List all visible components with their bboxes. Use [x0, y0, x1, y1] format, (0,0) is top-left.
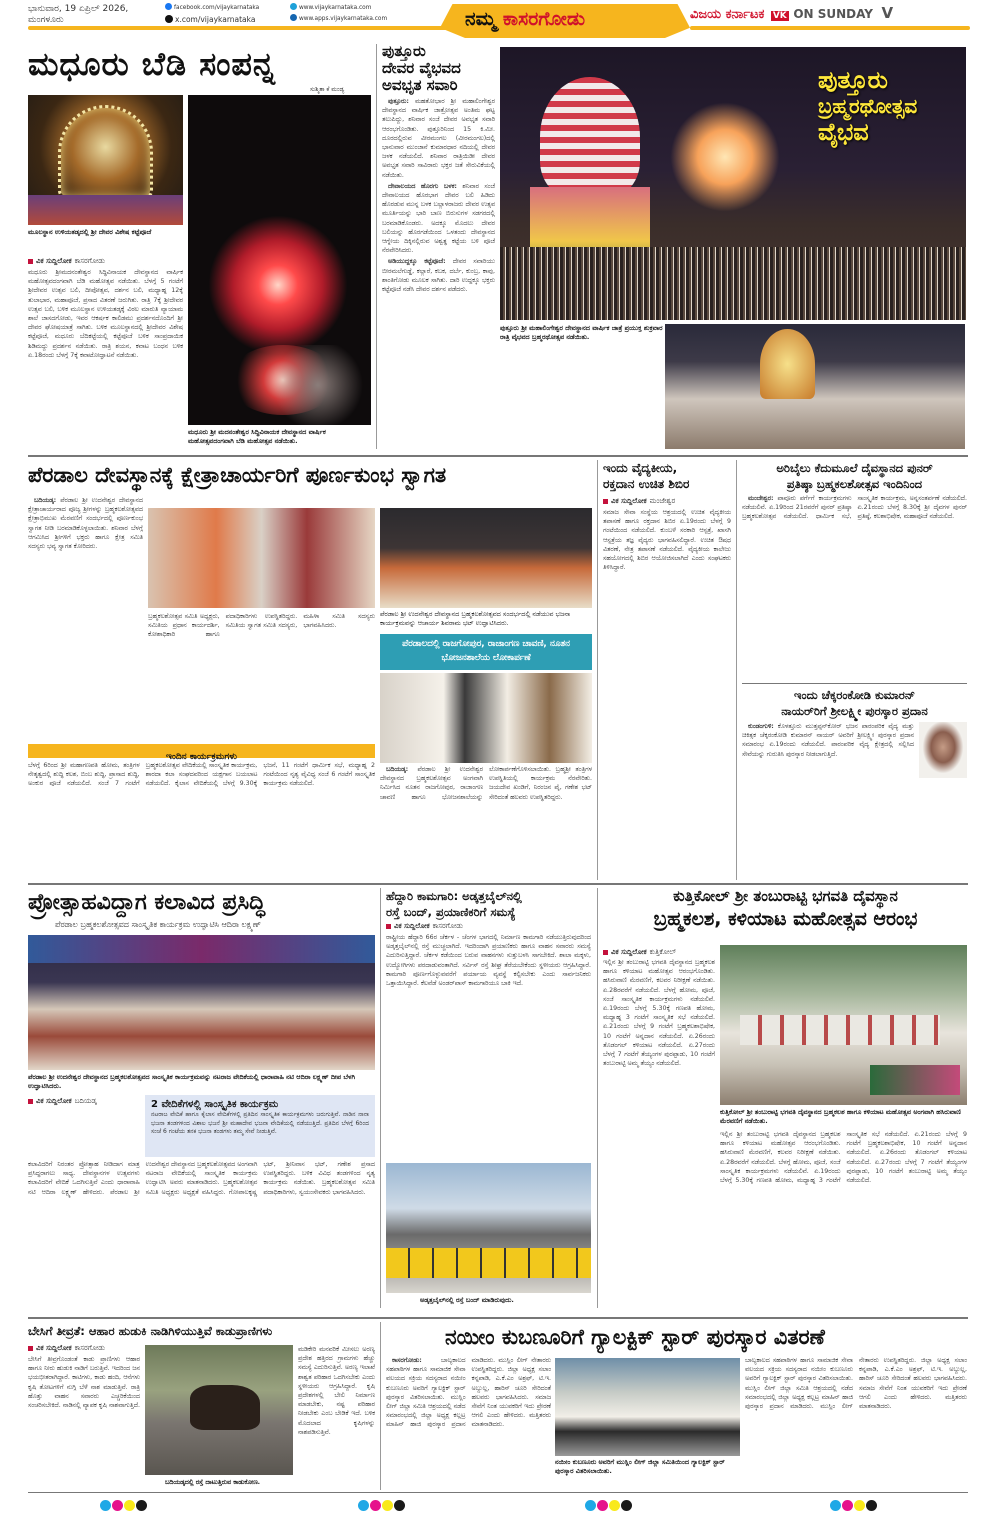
magenta-dot [112, 1500, 123, 1511]
byline-marker-icon [28, 259, 33, 264]
infobox-title: 2 ವೇದಿಕೆಗಳಲ್ಲಿ ಸಾಂಸ್ಕೃತಿಕ ಕಾರ್ಯಕ್ರಮ [151, 1099, 279, 1110]
story9-photo [386, 1163, 591, 1293]
story10-body-cont: ಇಲ್ಲಿನ ಶ್ರೀ ತಂಬುರಾಟ್ಟಿ ಭಗವತಿ ದೈವಸ್ಥಾನದ ಬ್ರಹ್ಮಕಲಶ ಹಾಗೂ ಕಳಿಯಾಟ ಮಹೋತ್ಸವ ಆರಂಭಗೊಂಡಿತು. ಹಸಿರುವಾಣಿ ಮೆರವಣಿಗೆ, ಕಲವರ ನಿರೀಕ್ಷಣೆ ನಡೆಯಿತು. ಏ.28ರವರೆಗೆ ನಡೆಯಲಿದೆ. ಬೆಳಗ್ಗೆ ಹೋಮ, ಪೂಜೆ, ಸಂಜೆ ಸಾಂಸ್ಕೃತಿಕ ಕಾರ್ಯಕ್ರಮಗಳು ನಡೆಯಲಿವೆ. ಏ.19ರಂದು ಬೆಳಗ್ಗೆ 5.30ಕ್ಕೆ ಗಣಪತಿ ಹೋಮ, ಮಧ್ಯಾಹ್ನ 3 ಗಂಟೆಗೆ ಸಾಂಸ್ಕೃತಿಕ ಸಭೆ ನಡೆಯಲಿದೆ. ಏ.21ರಂದು ಬೆಳಗ್ಗೆ 9 ಗಂಟೆಗೆ ಬ್ರಹ್ಮಕಲಶಾಭಿಷೇಕ, 10 ಗಂಟೆಗೆ ಅನ್ನದಾನ ನಡೆಯಲಿದೆ. ಏ.26ರಂದು ತೊಡಂಗಲ್ ಕಳಿಯಾಟ ನಡೆಯಲಿದೆ. ಏ.27ರಂದು ಬೆಳಗ್ಗೆ 7 ಗಂಟೆಗೆ ತೆಯ್ಯಂಗಳ ಪುರಪ್ಪಾಡು, 10 ಗಂಟೆಗೆ ತಂಬುರಾಟ್ಟಿ ಅಮ್ಮ ತೆಯ್ಯಂ ನಡೆಯಲಿದೆ. [720, 1131, 967, 1185]
story11-photo-caption: ಬದಿಯಡ್ಕದಲ್ಲಿ ರಸ್ತೆ ದಾಟುತ್ತಿರುವ ಕಾಡುಕೋಣ. [165, 1479, 261, 1486]
section-title [465, 8, 585, 30]
feature-photo-procession [665, 324, 965, 449]
story4-photo [380, 673, 592, 763]
page-letter: V [881, 4, 894, 22]
story11-body2: ಮಡಿಕೇರಿ ಮನವರಿಕೆ ಮೀಸಲು ಅರಣ್ಯ ಪ್ರದೇಶ ಹತ್ತಿರದ ಗ್ರಾಮಗಳು ಹೆಚ್ಚು ಸಮಸ್ಯೆ ಎದುರಿಸುತ್ತಿವೆ. ಅರಣ್ಯ ಇಲಾಖೆ ಶಾಶ್ವತ ಪರಿಹಾರ ಒದಗಿಸಬೇಕು ಎಂದು ಸ್ಥಳೀಯರು ಆಗ್ರಹಿಸಿದ್ದಾರೆ. ಕೃಷಿ ಪ್ರದೇಶಗಳಲ್ಲಿ ಬೇಲಿ ನಿರ್ಮಾಣ ಮಾಡಬೇಕು, ನಷ್ಟ ಪರಿಹಾರ ನೀಡಬೇಕು ಎಂಬ ಬೇಡಿಕೆ ಇದೆ. ಬಳಿಕ ಮೊದಲಾದ ಕೃಷಿಗಳನ್ನು ನಾಶಪಡಿಸುತ್ತಿವೆ. [298, 1346, 375, 1436]
smoke [268, 345, 368, 425]
firework-burst [208, 215, 348, 355]
story9-headline: ಹೆದ್ದಾರಿ ಕಾಮಗಾರಿ: ಅಡ್ಕತ್ತಬೈಲ್‌ನಲ್ಲಿ ರಸ್ತೆ ಬಂದ್, ಪ್ರಯಾಣಿಕರಿಗೆ ಸಮಸ್ಯೆ [386, 889, 522, 919]
story9-byline: ವಿಕ ಸುದ್ದಿಲೋಕ ಕಾಸರಗೋಡು [386, 922, 463, 931]
story11-byline: ವಿಕ ಸುದ್ದಿಲೋಕ ಕಾಸರಗೋಡು [28, 1344, 105, 1353]
feature-photo-chariot [500, 47, 966, 320]
facebook-link[interactable]: facebook.com/vijaykarnataka [165, 3, 285, 14]
story3-photo-caption: ಪೆರಡಾಲ ಶ್ರೀ ಉದನೇಶ್ವರ ದೇವಸ್ಥಾನದ ಬ್ರಹ್ಮಕಲಶೋತ್ಸವದ ಸಂದರ್ಭದಲ್ಲಿ ನಡೆಯುವ ಭಜನಾ ಕಾರ್ಯಕ್ರಮವನ್ನು ಆಚಾರ್ಯ ಶಿವರಾಮ ಭಟ್ ಉದ್ಘಾಟಿಸಿದರು. [380, 610, 571, 627]
yellow-dot [854, 1500, 865, 1511]
story1-body: ಮಧೂರು ಶ್ರೀಮದನಂತೇಶ್ವರ ಸಿದ್ಧಿವಿನಾಯಕ ದೇವಸ್ಥಾನದ ವಾರ್ಷಿಕ ಮಹೋತ್ಸವದಂಗವಾಗಿ ಬೆಡಿ ಮಹೋತ್ಸವ ನಡೆಯಿತು. ಬೆಳಗ್ಗೆ 5 ಗಂಟೆಗೆ ಶ್ರೀದೇವರ ಉತ್ಸವ ಬಲಿ, ದೀಪೋತ್ಸವ, ದರ್ಶನ ಬಲಿ, ಮಧ್ಯಾಹ್ನ 12ಕ್ಕೆ ತುಲಾಭಾರ, ಮಹಾಪೂಜೆ, ಪ್ರಸಾದ ವಿತರಣೆ ಜರುಗಿತು. ರಾತ್ರಿ 7ಕ್ಕೆ ಶ್ರೀದೇವರ ಉತ್ಸವ ಬಲಿ, ಬಳಿಕ ಮೂಲಸ್ಥಾನ ಉಳಿಯತಡ್ಕಕ್ಕೆ ವಿಠಲ ಮಾರುತಿ ವ್ಯಾಯಾಮ ಶಾಲೆ ಜಾಸದಗೋಡು, ಇವರ ಆಕರ್ಷಕ ಕಾಲಿಡಮು ಪ್ರದರ್ಶನದೊಂದಿಗೆ ಶ್ರೀ ದೇವರ ಘೋಷಯಾತ್ರೆ ಸಾಗಿತು. ಬಳಿಕ ಮೂಲಸ್ಥಾನದಲ್ಲಿ ಶ್ರೀದೇವರ ವಿಶೇಷ ಕಟ್ಟೆಪೂಜೆ, ಮಧೂರು ಬೆದಿಕಟ್ಟೆಯಲ್ಲಿ ಕಟ್ಟೆಪೂಜೆ ಬಳಿಕ ಸಾಂಪ್ರದಾಯಿಕ ಶಿಡಿಮದ್ದು ಪ್ರದರ್ಶನ ನಡೆಯಿತು. ರಾತ್ರಿ ಶಯನ, ಕವಾಟ ಬಂಧನ ಬಳಿಕ ಏ.18ರಂದು ಬೆಳಗ್ಗೆ 7ಕ್ಕೆ ಕವಾಟೋದ್ಘಾಟನೆ ನಡೆಯಿತು. [28, 269, 183, 359]
brand-badge: VK [772, 11, 787, 21]
website-link[interactable]: www.vijaykarnataka.com [290, 3, 387, 14]
print-marks-right-center [585, 1496, 633, 1515]
story11-photo [145, 1345, 293, 1475]
story3-photo1 [148, 508, 375, 608]
print-marks-center [358, 1496, 406, 1515]
column-divider [597, 888, 598, 1308]
magenta-dot [370, 1500, 381, 1511]
section-divider [28, 1317, 968, 1319]
byline-marker-icon [603, 950, 608, 955]
story10-headline: ಕುತ್ತಿಕೋಲ್ ಶ್ರೀ ತಂಬುರಾಟ್ಟಿ ಭಗವತಿ ದೈವಸ್ಥಾನ ಬ್ರಹ್ಮಕಲಶ, ಕಳಿಯಾಟ ಮಹೋತ್ಸವ ಆರಂಭ [653, 887, 918, 930]
story12-photo [555, 1358, 740, 1456]
story9-photo-caption: ಅಡ್ಕತ್ತಬೈಲ್‌ನಲ್ಲಿ ರಸ್ತೆ ಬಂದ್ ಮಾಡಿರುವುದು. [420, 1296, 514, 1304]
story12-body: ಕಾಸರಗೋಡು: ಬಾಲ್ಯಕಾಲದ ಸಹಪಾಠಿಗಳ ಹಾಗೂ ಸಾಮಾಜಿಕ ಸೇವಾ ವಲಯದ ಸಕ್ರಿಯ ಸದಸ್ಯರಾದ ನಯೀಂ ಕುಬಣೂರು ಅವರಿಗೆ ಗ್ಯಾಲಕ್ಟಿಕ್ ಸ್ಟಾರ್ ಪುರಸ್ಕಾರ ವಿತರಿಸಲಾಯಿತು. ಮುಸ್ಲಿಂ ಲೀಗ್ ಜಿಲ್ಲಾ ಸಮಿತಿ ಆಶ್ರಯದಲ್ಲಿ ನಡೆದ ಸಮಾರಂಭದಲ್ಲಿ ಜಿಲ್ಲಾ ಅಧ್ಯಕ್ಷ ಕಲ್ಲಟ್ರ ಮಾಹಿನ್ ಹಾಜಿ ಪುರಸ್ಕಾರ ಪ್ರದಾನ ಮಾಡಿದರು. ಮುಸ್ಲಿಂ ಲೀಗ್ ನೇತಾರರು ಉಪಸ್ಥಿತರಿದ್ದರು. ಜಿಲ್ಲಾ ಅಧ್ಯಕ್ಷ ಸಲಾಂ ಕನ್ನಪಾಡಿ, ಎ.ಕೆ.ಎಂ ಅಶ್ರಫ್, ಟಿ.ಇ. ಅಬ್ದುಲ್ಲ, ಹಾರಿಸ್ ಚೂರಿ ಸೇರಿದಂತೆ ಹಲವರು ಭಾಗವಹಿಸಿದರು. ಸಮಾಜ ಸೇವೆಗೆ ನಿಂತ ಯುವಕರಿಗೆ ಇದು ಪ್ರೇರಣೆ ಆಗಲಿ ಎಂದು ಹೇಳಿದರು. ಮತ್ತಿತರರು ಮಾತನಾಡಿದರು. [386, 1357, 551, 1429]
date-line [28, 4, 128, 26]
today-body: ಬೆಳಗ್ಗೆ 6ರಿಂದ ಶ್ರೀ ಮಹಾಗಣಪತಿ ಹೋಮ, ತಂತ್ರಿಗಳ ನೇತೃತ್ವದಲ್ಲಿ ಶುದ್ಧಿ ಕಲಶ, ಬಿಂಬ ಶುದ್ಧಿ, ಪ್ರಾಸಾದ ಶುದ್ಧಿ, ಅಂಕುರ ಪೂಜೆ ನಡೆಯಲಿದೆ. ಸಂಜೆ 7 ಗಂಟೆಗೆ ಬ್ರಹ್ಮಕಲಶೋತ್ಸವ ವೇದಿಕೆಯಲ್ಲಿ ಸಾಂಸ್ಕೃತಿಕ ಕಾರ್ಯಕ್ರಮ, ಶಾರದಾ ಕಲಾ ಸಂಘದವರಿಂದ ಯಕ್ಷಗಾನ ಬಯಲಾಟ ನಡೆಯಲಿದೆ. ಕೈಲಾಸ ವೇದಿಕೆಯಲ್ಲಿ ಬೆಳಗ್ಗೆ 9.30ಕ್ಕೆ ಭಜನೆ, 11 ಗಂಟೆಗೆ ಧಾರ್ಮಿಕ ಸಭೆ, ಮಧ್ಯಾಹ್ನ 2 ಗಂಟೆಯಿಂದ ನೃತ್ಯ ವೈವಿಧ್ಯ ಸಂಜೆ 6 ಗಂಟೆಗೆ ಸಾಂಸ್ಕೃತಿಕ ಕಾರ್ಯಕ್ರಮ ನಡೆಯಲಿದೆ. [28, 762, 375, 788]
section-divider [28, 883, 968, 885]
deity-arch [58, 105, 153, 200]
edition-label: ON SUNDAY [793, 7, 873, 21]
story8-photo-caption: ಪೆರಡಾಲ ಶ್ರೀ ಉದನೇಶ್ವರ ದೇವಸ್ಥಾನದ ಬ್ರಹ್ಮಕಲಶೋತ್ಸವದ ಸಾಂಸ್ಕೃತಿಕ ಕಾರ್ಯಕ್ರಮವನ್ನು ನಟರಾಜ ವೇದಿಕೆಯಲ್ಲಿ ಧಾರಾವಾಹಿ ನಟಿ ಆದಿರಾ ಲಕ್ಷ್ಮಣ್ ದೀಪ ಬೆಳಗಿ ಉದ್ಘಾಟಿಸಿದರು. [28, 1073, 356, 1090]
story12-headline: ನಯೀಂ ಕುಬಣೂರಿಗೆ ಗ್ಯಾಲಕ್ಟಿಕ್ ಸ್ಟಾರ್ ಪುರಸ್ಕಾರ ವಿತರಣೆ [445, 1325, 825, 1349]
chariot-dome [540, 77, 640, 197]
column-divider [597, 460, 598, 880]
x-icon [165, 15, 173, 23]
stage-banner [28, 935, 375, 963]
column-divider [736, 460, 737, 880]
road-barrier [386, 1248, 591, 1278]
black-dot [621, 1500, 632, 1511]
byline-marker-icon [603, 499, 608, 504]
story11-headline: ಬೇಸಿಗೆ ತೀವ್ರತೆ: ಆಹಾರ ಹುಡುಕಿ ನಾಡಿಗಿಳಿಯುತ್ತಿವೆ ಕಾಡುಪ್ರಾಣಿಗಳು [28, 1324, 273, 1338]
story12-body-cont: ಬಾಲ್ಯಕಾಲದ ಸಹಪಾಠಿಗಳ ಹಾಗೂ ಸಾಮಾಜಿಕ ಸೇವಾ ವಲಯದ ಸಕ್ರಿಯ ಸದಸ್ಯರಾದ ನಯೀಂ ಕುಬಣೂರು ಅವರಿಗೆ ಗ್ಯಾಲಕ್ಟಿಕ್ ಸ್ಟಾರ್ ಪುರಸ್ಕಾರ ವಿತರಿಸಲಾಯಿತು. ಮುಸ್ಲಿಂ ಲೀಗ್ ಜಿಲ್ಲಾ ಸಮಿತಿ ಆಶ್ರಯದಲ್ಲಿ ನಡೆದ ಸಮಾರಂಭದಲ್ಲಿ ಜಿಲ್ಲಾ ಅಧ್ಯಕ್ಷ ಕಲ್ಲಟ್ರ ಮಾಹಿನ್ ಹಾಜಿ ಪುರಸ್ಕಾರ ಪ್ರದಾನ ಮಾಡಿದರು. ಮುಸ್ಲಿಂ ಲೀಗ್ ನೇತಾರರು ಉಪಸ್ಥಿತರಿದ್ದರು. ಜಿಲ್ಲಾ ಅಧ್ಯಕ್ಷ ಸಲಾಂ ಕನ್ನಪಾಡಿ, ಎ.ಕೆ.ಎಂ ಅಶ್ರಫ್, ಟಿ.ಇ. ಅಬ್ದುಲ್ಲ, ಹಾರಿಸ್ ಚೂರಿ ಸೇರಿದಂತೆ ಹಲವರು ಭಾಗವಹಿಸಿದರು. ಸಮಾಜ ಸೇವೆಗೆ ನಿಂತ ಯುವಕರಿಗೆ ಇದು ಪ್ರೇರಣೆ ಆಗಲಿ ಎಂದು ಹೇಳಿದರು. ಮತ್ತಿತರರು ಮಾತನಾಡಿದರು. [745, 1357, 967, 1411]
story9-body: ರಾಷ್ಟ್ರೀಯ ಹೆದ್ದಾರಿ 66ರ ಚೆರ್ಕಳ - ಚೆಂಗಳ ಭಾಗದಲ್ಲಿ ನಿರ್ಮಾಣ ಕಾಮಗಾರಿ ನಡೆಯುತ್ತಿರುವುದರಿಂದ ಅಡ್ಕತ್ತಬೈಲ್‌ನಲ್ಲಿ ರಸ್ತೆ ಮುಚ್ಚಲಾಗಿದೆ. ಇದರಿಂದಾಗಿ ಪ್ರಯಾಣಿಕರು ಹಾಗೂ ವಾಹನ ಸವಾರರು ಸಮಸ್ಯೆ ಎದುರಿಸುತ್ತಿದ್ದಾರೆ. ಚೆರ್ಕಳ ಕಡೆಯಿಂದ ಬರುವ ವಾಹನಗಳು ಸುತ್ತುಬಳಸಿ ಸಾಗಬೇಕಿದೆ. ಶಾಲಾ ಮಕ್ಕಳು, ಉದ್ಯೋಗಿಗಳು ಪರದಾಡುವಂತಾಗಿದೆ. ಸರ್ವಿಸ್ ರಸ್ತೆ ಶೀಘ್ರ ತೆರೆಯಬೇಕೆಂದು ಸ್ಥಳೀಯರು ಆಗ್ರಹಿಸಿದ್ದಾರೆ. ಕಾಮಗಾರಿ ಪೂರ್ಣಗೊಳ್ಳುವವರೆಗೆ ಪರ್ಯಾಯ ವ್ಯವಸ್ಥೆ ಕಲ್ಪಿಸಬೇಕು ಎಂದು ಸಾರ್ವಜನಿಕರು ಒತ್ತಾಯಿಸಿದ್ದಾರೆ. ಕೆಲವೆಡೆ ಅಂಡರ್‌ಪಾಸ್ ಕಾಮಗಾರಿಯೂ ಬಾಕಿ ಇದೆ. [386, 934, 591, 988]
globe-icon [290, 3, 297, 10]
column-divider [376, 44, 377, 449]
story8-infobox [145, 1095, 375, 1157]
feature-photo-caption: ಪುತ್ತೂರು ಶ್ರೀ ಮಹಾಲಿಂಗೇಶ್ವರ ದೇವಸ್ಥಾನದ ವಾರ್ಷಿಕ ಜಾತ್ರೆ ಪ್ರಯುಕ್ತ ಶುಕ್ರವಾರ ರಾತ್ರಿ ವೈಭವದ ಬ್ರಹ್ಮರಥೋತ್ಸವ ನಡೆಯಿತು. [500, 324, 663, 341]
masthead [0, 0, 990, 38]
story-divider [742, 683, 967, 684]
altar-cloth [28, 195, 183, 225]
story8-headline: ಪ್ರೋತ್ಸಾಹವಿದ್ದಾಗ ಕಲಾವಿದ ಪ್ರಸಿದ್ಧಿ [28, 890, 266, 915]
story12-photo-caption: ನಯೀಂ ಕುಬಣೂರು ಅವರಿಗೆ ಮುಸ್ಲಿಂ ಲೀಗ್ ಜಿಲ್ಲಾ ಸಮಿತಿಯಿಂದ ಗ್ಯಾಲಕ್ಟಿಕ್ ಸ್ಟಾರ್ ಪುರಸ್ಕಾರ ವಿತರಿಸಲಾಯಿತು. [555, 1458, 725, 1475]
feature-title: ಪುತ್ತೂರು ಬ್ರಹ್ಮರಥೋತ್ಸವ ವೈಭವ [818, 66, 918, 146]
apps-icon [290, 14, 297, 21]
issue-city: ಮಂಗಳೂರು [28, 15, 64, 25]
section-divider [28, 455, 968, 457]
story10-body: ಇಲ್ಲಿನ ಶ್ರೀ ತಂಬುರಾಟ್ಟಿ ಭಗವತಿ ದೈವಸ್ಥಾನದ ಬ್ರಹ್ಮಕಲಶ ಹಾಗೂ ಕಳಿಯಾಟ ಮಹೋತ್ಸವ ಆರಂಭಗೊಂಡಿತು. ಹಸಿರುವಾಣಿ ಮೆರವಣಿಗೆ, ಕಲವರ ನಿರೀಕ್ಷಣೆ ನಡೆಯಿತು. ಏ.28ರವರೆಗೆ ನಡೆಯಲಿದೆ. ಬೆಳಗ್ಗೆ ಹೋಮ, ಪೂಜೆ, ಸಂಜೆ ಸಾಂಸ್ಕೃತಿಕ ಕಾರ್ಯಕ್ರಮಗಳು ನಡೆಯಲಿವೆ. ಏ.19ರಂದು ಬೆಳಗ್ಗೆ 5.30ಕ್ಕೆ ಗಣಪತಿ ಹೋಮ, ಮಧ್ಯಾಹ್ನ 3 ಗಂಟೆಗೆ ಸಾಂಸ್ಕೃತಿಕ ಸಭೆ ನಡೆಯಲಿದೆ. ಏ.21ರಂದು ಬೆಳಗ್ಗೆ 9 ಗಂಟೆಗೆ ಬ್ರಹ್ಮಕಲಶಾಭಿಷೇಕ, 10 ಗಂಟೆಗೆ ಅನ್ನದಾನ ನಡೆಯಲಿದೆ. ಏ.26ರಂದು ತೊಡಂಗಲ್ ಕಳಿಯಾಟ ನಡೆಯಲಿದೆ. ಏ.27ರಂದು ಬೆಳಗ್ಗೆ 7 ಗಂಟೆಗೆ ತೆಯ್ಯಂಗಳ ಪುರಪ್ಪಾಡು, 10 ಗಂಟೆಗೆ ತಂಬುರಾಟ್ಟಿ ಅಮ್ಮ ತೆಯ್ಯಂ ನಡೆಯಲಿದೆ. [603, 959, 715, 1068]
today-banner: ಇಂದಿನ ಕಾರ್ಯಕ್ರಮಗಳು [28, 744, 375, 758]
section-name: ಕಾಸರಗೋಡು [502, 8, 586, 30]
magenta-dot [597, 1500, 608, 1511]
story5-byline: ವಿಕ ಸುದ್ದಿಲೋಕ ಮಂಜೇಶ್ವರ [603, 497, 675, 506]
bison [190, 1385, 260, 1430]
story7-body: ಕುಂಡಂಗುಳಿ: ಕೊಳತ್ತೂರು ಮುತ್ತಪ್ಪನ್‌ಕೋರ್ ಭಜನ ಪಾರಂಪರಿಕ ವೈದ್ಯ ಮತ್ತು ಚಿಕಿತ್ಸಕ ಚೆಕ್ಕರಂಕೋಡಿ ಕುಮಾರನ್ ನಾಯರ್ ಅವರಿಗೆ ಶ್ರೀಲಕ್ಷ್ಮೀ ಪುರಸ್ಕಾರ ಪ್ರದಾನ ಸಮಾರಂಭ ಏ.19ರಂದು ನಡೆಯಲಿದೆ. ಪಾರಂಪರಿಕ ವೈದ್ಯ ಕ್ಷೇತ್ರದಲ್ಲಿ ಸಲ್ಲಿಸಿದ ಸೇವೆಯನ್ನು ಗುರುತಿಸಿ ಪುರಸ್ಕಾರ ನೀಡಲಾಗುತ್ತಿದೆ. [742, 722, 967, 878]
story7-portrait [919, 722, 967, 778]
x-link[interactable]: x.com/vijaykarnataka [165, 14, 285, 25]
social-links [165, 3, 285, 25]
umbrellas [740, 1015, 940, 1045]
cyan-dot [100, 1500, 111, 1511]
story4-headline-box [380, 634, 592, 670]
story1-photo2-caption: ಮಧೂರು ಶ್ರೀ ಮದನಂತೇಶ್ವರ ಸಿದ್ಧಿವಿನಾಯಕ ದೇವಸ್ಥಾನದ ವಾರ್ಷಿಕ ಮಹೋತ್ಸವದಂಗವಾಗಿ ಬೆಡಿ ಮಹೋತ್ಸವ ನಡೆಯಿತು. [188, 428, 326, 445]
story3-photo2 [380, 508, 592, 608]
story8-body: ಕಲಾವಿದರಿಗೆ ನಿರಂತರ ಪ್ರೋತ್ಸಾಹ ನೀಡಿದಾಗ ಮಾತ್ರ ಪ್ರಸಿದ್ಧರಾಗಲು ಸಾಧ್ಯ. ದೇವಸ್ಥಾನಗಳ ಉತ್ಸವಗಳು ಕಲಾವಿದರಿಗೆ ವೇದಿಕೆ ಒದಗಿಸುತ್ತಿವೆ ಎಂದು ಧಾರಾವಾಹಿ ನಟಿ ಆದಿರಾ ಲಕ್ಷ್ಮಣ್ ಹೇಳಿದರು. ಪೆರಡಾಲ ಶ್ರೀ ಉದನೇಶ್ವರ ದೇವಸ್ಥಾನದ ಬ್ರಹ್ಮಕಲಶೋತ್ಸವದ ಅಂಗವಾಗಿ ನಟರಾಜ ವೇದಿಕೆಯಲ್ಲಿ ಸಾಂಸ್ಕೃತಿಕ ಕಾರ್ಯಕ್ರಮ ಉದ್ಘಾಟಿಸಿ ಅವರು ಮಾತನಾಡಿದರು. ಬ್ರಹ್ಮಕಲಶೋತ್ಸವ ಸಮಿತಿ ಅಧ್ಯಕ್ಷರು ಅಧ್ಯಕ್ಷತೆ ವಹಿಸಿದ್ದರು. ಗೋಪಾಲಕೃಷ್ಣ ಭಟ್, ಶ್ರೀನಿವಾಸ ಭಟ್, ಗಣೇಶ ಪ್ರಸಾದ ಉಪಸ್ಥಿತರಿದ್ದರು. ಬಳಿಕ ವಿವಿಧ ತಂಡಗಳಿಂದ ನೃತ್ಯ ಕಾರ್ಯಕ್ರಮ ನಡೆಯಿತು. ಬ್ರಹ್ಮಕಲಶೋತ್ಸವ ಸಮಿತಿ ಪದಾಧಿಕಾರಿಗಳು, ಸ್ವಯಂಸೇವಕರು ಭಾಗವಹಿಸಿದರು. [28, 1161, 375, 1196]
story1-photo1-caption: ಮೂಲಸ್ಥಾನ ಉಳಿಯತಡ್ಕದಲ್ಲಿ ಶ್ರೀ ದೇವರ ವಿಶೇಷ ಕಟ್ಟೆಪೂಜೆ [28, 228, 152, 236]
column-divider [380, 1322, 381, 1490]
story1-headline: ಮಧೂರು ಬೆಡಿ ಸಂಪನ್ನ [28, 45, 276, 83]
issue-date: ಭಾನುವಾರ, 19 ಏಪ್ರಿಲ್ 2026, [28, 4, 129, 14]
facebook-icon [165, 3, 172, 10]
story6-headline: ಅರಿಬೈಲು ಕೆದುಮೂಲೆ ದೈವಸ್ಥಾನದ ಪುನರ್ ಪ್ರತಿಷ್ಠಾ ಬ್ರಹ್ಮಕಲಶೋತ್ಸವ ಇಂದಿನಿಂದ [776, 461, 933, 491]
brand-logo [690, 4, 893, 22]
brand-name: ವಿಜಯ ಕರ್ನಾಟಕ [690, 7, 765, 22]
story8-byline: ವಿಕ ಸುದ್ದಿಲೋಕ ಬದಿಯಡ್ಕ [28, 1097, 97, 1106]
byline-marker-icon [28, 1099, 33, 1104]
banner [870, 1065, 960, 1095]
story1-byline: ವಿಕ ಸುದ್ದಿಲೋಕ ಕಾಸರಗೋಡು [28, 257, 105, 266]
black-dot [136, 1500, 147, 1511]
story1-fireworks-photo [188, 95, 371, 425]
story5-headline: ಇಂದು ವೈದ್ಯಕೀಯ, ರಕ್ತದಾನ ಉಚಿತ ಶಿಬಿರ [603, 461, 690, 491]
bottom-rule [28, 1492, 968, 1493]
print-marks-left [100, 1496, 148, 1515]
yellow-dot [382, 1500, 393, 1511]
magenta-dot [842, 1500, 853, 1511]
web-links [290, 3, 387, 25]
story3-headline: ಪೆರಡಾಲ ದೇವಸ್ಥಾನಕ್ಕೆ ಕ್ಷೇತ್ರಾಚಾರ್ಯರಿಗೆ ಪೂರ್ಣಕುಂಭ ಸ್ವಾಗತ [28, 463, 447, 487]
story4-headline: ಪೆರಡಾಲದಲ್ಲಿ ರಾಜಗೋಪುರ, ರಾಜಾಂಗಣ ಚಾವಣಿ, ನೂತನ ಭೋಜನಶಾಲೆಯ ಲೋಕಾರ್ಪಣೆ [402, 639, 570, 663]
yellow-dot [609, 1500, 620, 1511]
cyan-dot [358, 1500, 369, 1511]
story8-photo [28, 935, 375, 1070]
story7-headline: ಇಂದು ಚೆಕ್ಕರಂಕೋಡಿ ಕುಮಾರನ್ ನಾಯರ್‌ರಿಗೆ ಶ್ರೀಲಕ್ಷ್ಮೀ ಪುರಸ್ಕಾರ ಪ್ರದಾನ [781, 688, 928, 718]
story2-body: ಪುತ್ತೂರು: ಮಹತೋಭಾರ ಶ್ರೀ ಮಹಾಲಿಂಗೇಶ್ವರ ದೇವಸ್ಥಾನದ ವಾರ್ಷಿಕ ಜಾತ್ರೋತ್ಸವ ಅಂತಿಮ ಘಟ್ಟ ತಲುಪಿದ್ದು, ಶನಿವಾರ ಸಂಜೆ ದೇವರ ಅವಭೃತ ಸವಾರಿ ಆರಂಭಗೊಂಡಿತು. ಪುತ್ತೂರಿನಿಂದ 15 ಕಿ.ಮೀ. ದೂರದಲ್ಲಿರುವ ವೀರಮಂಗಲ (ವೀರಮಂಗಲ)ದಲ್ಲಿ ಭಾನುವಾರ ಮುಂಜಾನೆ ಕುಮಾರಧಾರ ನದಿಯಲ್ಲಿ ದೇವರ ಜಳಕ ನಡೆಯಲಿದೆ. ಶನಿವಾರ ರಾತ್ರಿಯಿಡೀ ದೇವರ ಅವಭೃತ ಸವಾರಿ ಸಾವಿರಾರು ಭಕ್ತರ ಜತೆ ಸೇರುವಿಕೆಯಲ್ಲಿ ನಡೆಯಿತು. ದೇವಾಲಯದ ಹೊರಗು ಬಳಕ: ಶನಿವಾರ ಸಂಜೆ ದೇವಾಲಯದ ಹೊರಭಾಗ ದೇವರ ಬಲಿ ಹಿಡಿದು ಹೊರಡುವ ಮುನ್ನ ಬಳಕ ಬಲ್ಲಾಳರಾಜರು ದೇವರ ಉತ್ಸವ ಮೂರ್ತಿಯನ್ನು ಭಾರಿ ಬಾಣ ಬಿರುಸುಗಳ ಸಡಗರದಲ್ಲಿ ಬರಮಾಡಿಕೊಂಡರು. ಅದಕ್ಕೂ ಮೊದಲು ದೇವರ ಬಲಿಯನ್ನು ಹೊರಗಡೆಯಿಂದ ಒಳತಂದು ದೇವಸ್ಥಾನದ ಆಗ್ನೇಯ ದಿಕ್ಕಿನಲ್ಲಿರುವ ಅಶ್ವತ್ಥ ಕಟ್ಟೆಯ ಬಳಿ ಪೂಜೆ ನೆರವೇರಿಸಿದರು. ಅಡಿಯುದ್ದಕ್ಕೂ ಕಟ್ಟೆಪೂಜೆ: ದೇವರ ಸವಾರಿಯು ಬೀರಮಲೆಗುಡ್ಡೆ, ಕಲ್ಲಾರೆ, ಕಬಕ, ದರ್ಬೆ, ಕುಂಬ್ರ, ಕಾವು, ಶಾಂತಿಗೋಡು ಮೂಲಕ ಸಾಗಿತು. ದಾರಿ ಉದ್ದಕ್ಕೂ ಭಕ್ತರು ಕಟ್ಟೆಪೂಜೆ ನಡೆಸಿ ದೇವರ ದರ್ಶನ ಪಡೆದರು. [382, 98, 495, 294]
cyan-dot [585, 1500, 596, 1511]
black-dot [394, 1500, 405, 1511]
story4-body: ಬದಿಯಡ್ಕ: ಪೆರಡಾಲ ಶ್ರೀ ಉದನೇಶ್ವರ ದೇವಸ್ಥಾನದ ಬ್ರಹ್ಮಕಲಶೋತ್ಸವ ಅಂಗವಾಗಿ ನಿರ್ಮಿಸಿದ ನೂತನ ರಾಜಗೋಪುರ, ರಾಜಾಂಗಣ ಚಾವಣಿ ಹಾಗೂ ಭೋಜನಶಾಲೆಯನ್ನು ಲೋಕಾರ್ಪಣೆಗೊಳಿಸಲಾಯಿತು. ಬ್ರಹ್ಮಶ್ರೀ ತಂತ್ರಿಗಳ ಉಪಸ್ಥಿತಿಯಲ್ಲಿ ಕಾರ್ಯಕ್ರಮ ನೆರವೇರಿತು. ಜಯದೇವ ಖಂಡಿಗೆ, ನಿರಂಜನ ಪೈ, ಗಣೇಶ ಭಟ್ ಸೇರಿದಂತೆ ಹಲವರು ಉಪಸ್ಥಿತರಿದ್ದರು. [380, 766, 592, 801]
story1-photo1 [28, 95, 183, 225]
story10-byline: ವಿಕ ಸುದ್ದಿಲೋಕ ಕುತ್ತಿಕೋಲ್ [603, 948, 676, 957]
cyan-dot [830, 1500, 841, 1511]
story3-body2: ಬ್ರಹ್ಮಕಲಶೋತ್ಸವ ಸಮಿತಿ ಅಧ್ಯಕ್ಷರು, ಸಮಿತಿಯ ಪ್ರಧಾನ ಕಾರ್ಯದರ್ಶಿ, ಕೋಶಾಧಿಕಾರಿ ಹಾಗೂ ಪದಾಧಿಕಾರಿಗಳು ಉಪಸ್ಥಿತರಿದ್ದರು. ಸಮಿತಿಯ ಸ್ವಾಗತ ಸಮಿತಿ ಸದಸ್ಯರು, ಮಹಿಳಾ ಸಮಿತಿ ಸದಸ್ಯರು ಭಾಗವಹಿಸಿದರು. [148, 613, 375, 639]
byline-marker-icon [386, 924, 391, 929]
crowd [500, 247, 966, 320]
fireworks [670, 102, 780, 212]
story5-body: ಸಮಾಜ ಸೇವಾ ಸಂಸ್ಥೆಯ ಆಶ್ರಯದಲ್ಲಿ ಉಚಿತ ವೈದ್ಯಕೀಯ ತಪಾಸಣೆ ಹಾಗೂ ರಕ್ತದಾನ ಶಿಬಿರ ಏ.19ರಂದು ಬೆಳಗ್ಗೆ 9 ಗಂಟೆಯಿಂದ ನಡೆಯಲಿದೆ. ಕುಂಬಳೆ ಸರಕಾರಿ ಆಸ್ಪತ್ರೆ, ಖಾಸಗಿ ಆಸ್ಪತ್ರೆಯ ತಜ್ಞ ವೈದ್ಯರು ಭಾಗವಹಿಸಲಿದ್ದಾರೆ. ಉಚಿತ ಔಷಧ ವಿತರಣೆ, ನೇತ್ರ ತಪಾಸಣೆ ನಡೆಯಲಿದೆ. ವೈದ್ಯಕೀಯ ಕಾಲೇಜು ಸಹಯೋಗದಲ್ಲಿ ಶಿಬಿರ ಆಯೋಜಿಸಲಾಗಿದೆ ಎಂದು ಸಂಘಟಕರು ತಿಳಿಸಿದ್ದಾರೆ. [603, 509, 731, 572]
story1-photo-credit: ಸುಶ್ಮಿತಾ ಕೆ ಮಂಡ್ಯ [310, 86, 345, 93]
deity-ornament [760, 329, 815, 399]
story10-photo-caption: ಕುತ್ತಿಕೋಲ್ ಶ್ರೀ ತಂಬುರಾಟ್ಟಿ ಭಗವತಿ ದೈವಸ್ಥಾನದ ಬ್ರಹ್ಮಕಲಶ ಹಾಗೂ ಕಳಿಯಾಟ ಮಹೋತ್ಸವ ಅಂಗವಾಗಿ ಹಸಿರುವಾಣಿ ಮೆರವಣಿಗೆ ನಡೆಯಿತು. [720, 1108, 961, 1125]
yellow-dot [124, 1500, 135, 1511]
byline-marker-icon [28, 1346, 33, 1351]
yellow-band [28, 26, 448, 30]
section-prefix: ನಮ್ಮ [465, 8, 497, 30]
apps-link[interactable]: www.apps.vijaykarnataka.com [290, 14, 387, 25]
story10-photo [720, 945, 967, 1105]
story8-subhead: ಪೆರಡಾಲ ಬ್ರಹ್ಮಕಲಶೋತ್ಸವದ ಸಾಂಸ್ಕೃತಿಕ ಕಾರ್ಯಕ್ರಮ ಉದ್ಘಾಟಿಸಿ ಆದಿರಾ ಲಕ್ಷ್ಮಣ್ [55, 920, 261, 929]
infobox-body: ನಟರಾಜ ವೇದಿಕೆ ಹಾಗೂ ಕೈಲಾಸ ವೇದಿಕೆಗಳಲ್ಲಿ ಪ್ರತಿದಿನ ಸಾಂಸ್ಕೃತಿಕ ಕಾರ್ಯಕ್ರಮಗಳು ಜರುಗುತ್ತಿವೆ. ನಾಡಿನ ನಾನಾ ಭಜನಾ ತಂಡಗಳಿಂದ ವಿಶಾಲ ಭಜನೆ ಶ್ರೀ ಮಹಾದೇವ ಭಜನಾ ವೇದಿಕೆಯಲ್ಲಿ ನಡೆಯುತ್ತಿದೆ. ಪ್ರತಿದಿನ ಬೆಳಗ್ಗೆ 6ರಿಂದ ಸಂಜೆ 6 ಗಂಟೆಯ ತನಕ ಭಜನಾ ತಂಡಗಳು ತಮ್ಮ ಸೇವೆ ನೀಡುತ್ತಿವೆ. [151, 1111, 369, 1136]
black-dot [866, 1500, 877, 1511]
column-divider [380, 888, 381, 1308]
print-marks-right [830, 1496, 878, 1515]
story6-body: ಮಂಜೇಶ್ವರ: ಪಾವೂರು ಪರ್ಗೆಗೆ ಕಾರ್ಯಕ್ರಮಗಳು ನಡೆಯಲಿವೆ. ಏ.19ರಿಂದ 21ರವರೆಗೆ ಪುನರ್ ಪ್ರತಿಷ್ಠಾ ಬ್ರಹ್ಮಕಲಶೋತ್ಸವ ನಡೆಯಲಿದೆ. ಧಾರ್ಮಿಕ ಸಭೆ, ಸಾಂಸ್ಕೃತಿಕ ಕಾರ್ಯಕ್ರಮ, ಅನ್ನಸಂತರ್ಪಣೆ ನಡೆಯಲಿದೆ. ಏ.21ರಂದು ಬೆಳಗ್ಗೆ 8.30ಕ್ಕೆ ಶ್ರೀ ದೈವಗಳ ಪುನರ್ ಪ್ರತಿಷ್ಠೆ, ಕಲಶಾಭಿಷೇಕ, ಮಹಾಪೂಜೆ ನಡೆಯಲಿದೆ. [742, 495, 967, 521]
story11-body: ಬೇಸಿಗೆ ತೀವ್ರಗೊಂಡಂತೆ ಕಾಡು ಪ್ರಾಣಿಗಳು ಆಹಾರ ಹಾಗೂ ನೀರು ಹುಡುಕಿ ನಾಡಿಗೆ ಬರುತ್ತಿವೆ. ಇದರಿಂದ ಜನ ಭಯಭೀತರಾಗಿದ್ದಾರೆ. ಕಾಟಿಗಳು, ಕಾಡು ಹಂದಿ, ಆನೆಗಳು ಕೃಷಿ ತೋಟಗಳಿಗೆ ನುಗ್ಗಿ ಬೆಳೆ ನಾಶ ಮಾಡುತ್ತಿವೆ. ರಾತ್ರಿ ಹೊತ್ತು ವಾಹನ ಸವಾರರು ಎಚ್ಚರಿಕೆಯಿಂದ ಸಂಚರಿಸಬೇಕಿದೆ. ನಾಡಿನಲ್ಲಿ ವ್ಯಾಪಕ ಕೃಷಿ ನಾಶವಾಗುತ್ತಿದೆ. [28, 1356, 140, 1410]
yellow-band-right [690, 26, 970, 30]
story2-headline: ಪುತ್ತೂರು ದೇವರ ವೈಭವದ ಅವಭೃತ ಸವಾರಿ [382, 42, 461, 94]
story3-body: ಬದಿಯಡ್ಕ: ಪೆರಡಾಲ ಶ್ರೀ ಉದನೇಶ್ವರ ದೇವಸ್ಥಾನದ ಕ್ಷೇತ್ರಾಚಾರ್ಯರಾದ ಪೂಜ್ಯ ಶ್ರೀಗಳನ್ನು ಬ್ರಹ್ಮಕಲಶೋತ್ಸವದ ಕ್ಷೇತ್ರಾಭಿಮುಖ ಮೆರವಣಿಗೆ ಸಂದರ್ಭದಲ್ಲಿ ಪೂರ್ಣಕುಂಭ ಸ್ವಾಗತ ನೀಡಿ ಬರಮಾಡಿಕೊಳ್ಳಲಾಯಿತು. ಶನಿವಾರ ಬೆಳಗ್ಗೆ ಆಗಮಿಸಿದ ಶ್ರೀಗಳಿಗೆ ಭಕ್ತರು ಹಾಗೂ ಕ್ಷೇತ್ರ ಸಮಿತಿ ಸದಸ್ಯರು ಭವ್ಯ ಸ್ವಾಗತ ಕೋರಿದರು. [28, 497, 143, 551]
